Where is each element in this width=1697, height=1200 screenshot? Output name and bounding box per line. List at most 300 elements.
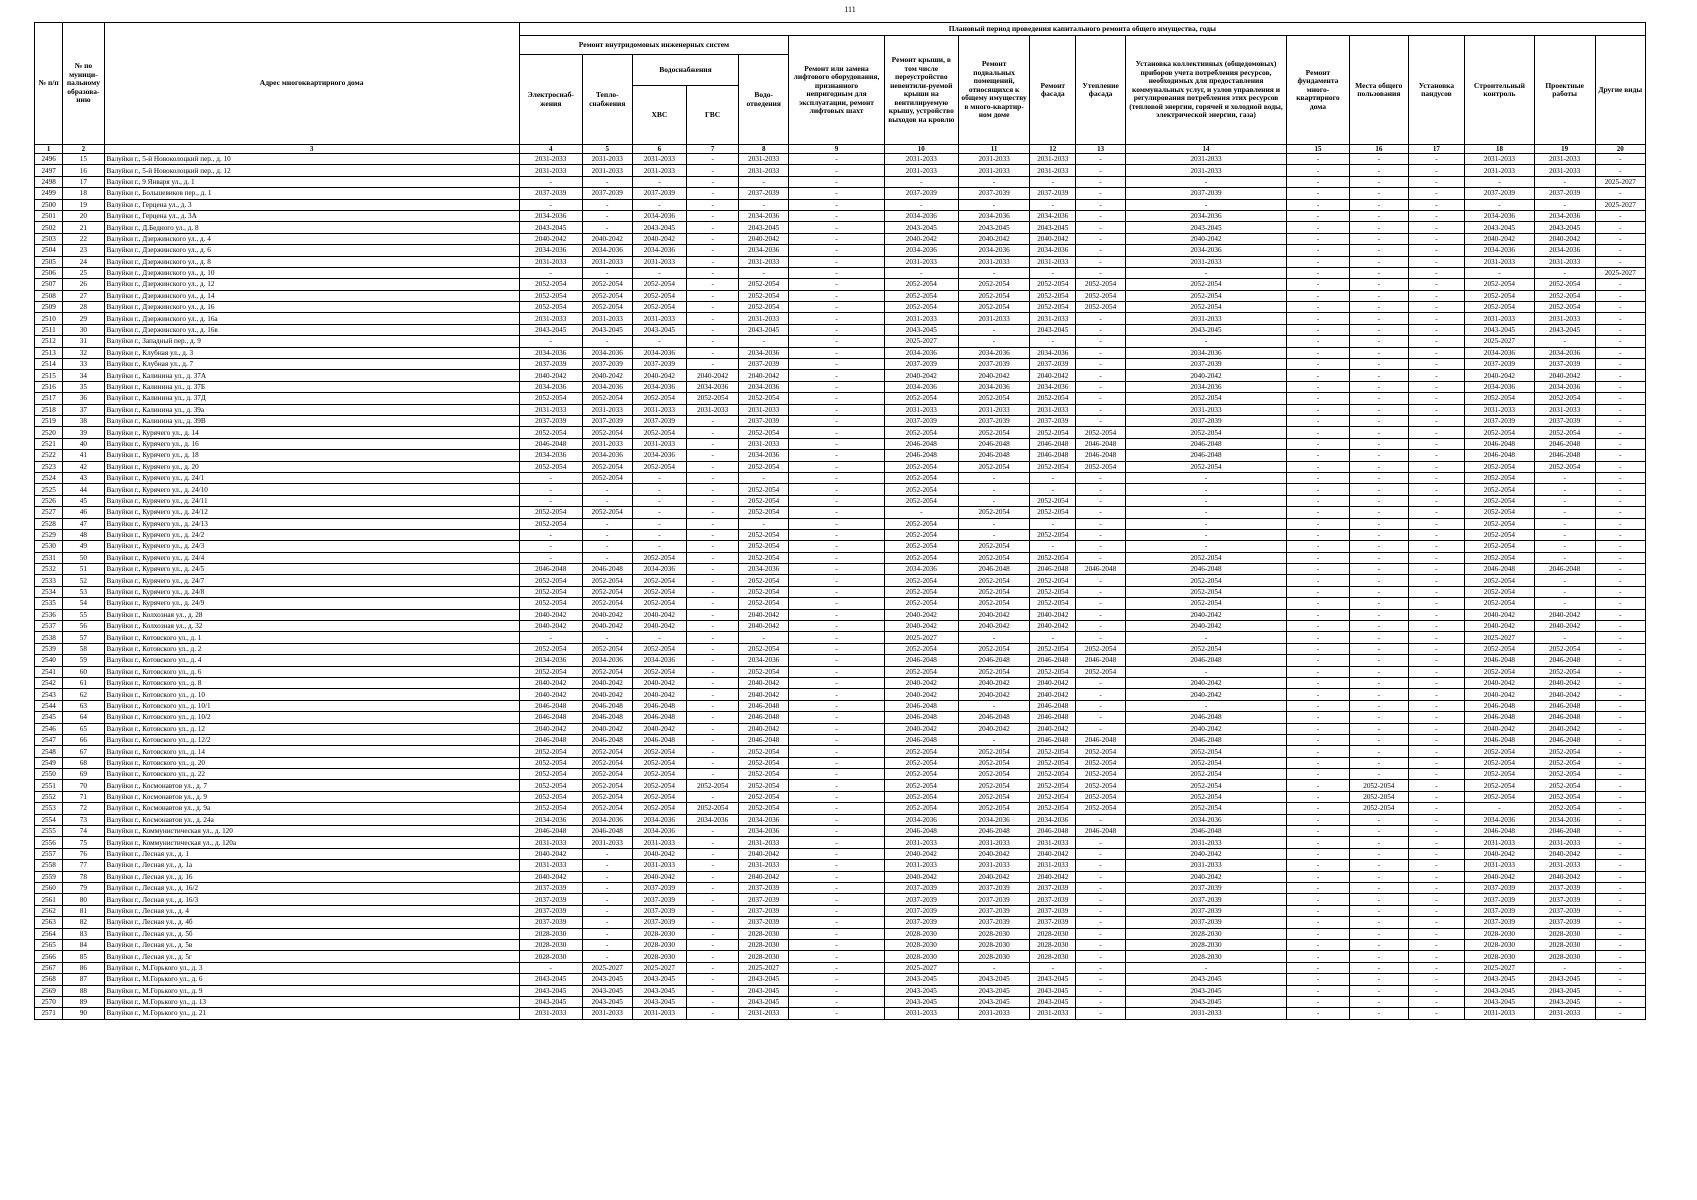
table-cell: 2040-2042 [632, 370, 686, 381]
table-row [35, 996, 1646, 1007]
table-cell: 2034-2036 [519, 381, 582, 392]
table-cell: 2052-2054 [582, 302, 632, 313]
table-cell: 2043-2045 [739, 324, 789, 335]
table-cell: - [1286, 894, 1349, 905]
table-cell: 2052-2054 [958, 666, 1030, 677]
table-cell: 2028-2030 [1465, 928, 1535, 939]
table-cell: - [1408, 188, 1465, 199]
table-cell: - [582, 883, 632, 894]
table-cell: - [1534, 495, 1595, 506]
table-cell: 2052-2054 [958, 541, 1030, 552]
table-cell: 2037-2039 [958, 894, 1030, 905]
table-cell: - [687, 472, 739, 483]
table-cell: 2520 [35, 427, 63, 438]
table-cell: 2034-2036 [1126, 245, 1287, 256]
table-row [35, 1008, 1646, 1019]
table-cell: 2040-2042 [1126, 871, 1287, 882]
table-cell: - [687, 826, 739, 837]
table-cell: 2046-2048 [519, 826, 582, 837]
column-number: 15 [1286, 145, 1349, 154]
table-cell: - [1126, 267, 1287, 278]
table-cell: - [1286, 712, 1349, 723]
table-cell: 2037-2039 [739, 359, 789, 370]
table-cell: 2031-2033 [1534, 154, 1595, 165]
table-cell: - [739, 267, 789, 278]
address-cell: Валуйки г., Курячего ул., д. 24/13 [104, 518, 519, 529]
header-electricity: Электроснаб-жения [519, 55, 582, 145]
table-cell: 2052-2054 [1534, 643, 1595, 654]
table-cell: 2040-2042 [1534, 621, 1595, 632]
table-cell: 2052-2054 [1126, 780, 1287, 791]
table-cell: 2052-2054 [739, 552, 789, 563]
table-cell: - [1408, 928, 1465, 939]
table-cell: 2040-2042 [632, 677, 686, 688]
table-cell: - [1286, 860, 1349, 871]
table-cell: 24 [63, 256, 104, 267]
table-cell: 2046-2048 [1534, 700, 1595, 711]
table-cell: 2028-2030 [884, 928, 958, 939]
table-cell: 2043-2045 [519, 324, 582, 335]
table-cell: - [1408, 939, 1465, 950]
table-cell: - [1408, 1008, 1465, 1019]
table-cell: - [789, 245, 885, 256]
table-cell: - [1286, 677, 1349, 688]
table-cell: - [1349, 290, 1408, 301]
table-cell: 2034-2036 [884, 814, 958, 825]
table-cell: - [789, 188, 885, 199]
table-cell: 2031-2033 [1030, 154, 1076, 165]
table-cell: - [789, 712, 885, 723]
table-cell: - [1595, 905, 1645, 916]
table-cell: - [789, 529, 885, 540]
table-cell: 2031-2033 [958, 860, 1030, 871]
table-cell: 2052-2054 [1076, 290, 1126, 301]
table-cell: - [789, 643, 885, 654]
table-cell: 2040-2042 [632, 621, 686, 632]
address-cell: Валуйки г., Котовского ул., д. 6 [104, 666, 519, 677]
table-cell: 2031-2033 [958, 165, 1030, 176]
table-cell: - [687, 621, 739, 632]
column-number: 17 [1408, 145, 1465, 154]
table-cell: - [687, 279, 739, 290]
table-cell: 2040-2042 [1465, 233, 1535, 244]
table-cell: 2040-2042 [1126, 370, 1287, 381]
table-cell: 2046-2048 [1534, 712, 1595, 723]
table-cell: - [1076, 381, 1126, 392]
table-cell: 70 [63, 780, 104, 791]
table-cell: 2043-2045 [739, 996, 789, 1007]
table-cell: - [1595, 461, 1645, 472]
table-cell: 2037-2039 [958, 883, 1030, 894]
table-cell: - [789, 609, 885, 620]
table-cell: - [1408, 518, 1465, 529]
table-cell: - [1408, 484, 1465, 495]
table-cell: 79 [63, 883, 104, 894]
table-cell: 2037-2039 [739, 894, 789, 905]
table-cell: - [1076, 883, 1126, 894]
table-row [35, 769, 1646, 780]
table-cell: 2550 [35, 769, 63, 780]
table-cell: - [687, 199, 739, 210]
table-cell: 2031-2033 [739, 1008, 789, 1019]
table-cell: 2052-2054 [739, 666, 789, 677]
table-cell: 2052-2054 [739, 541, 789, 552]
table-cell: - [687, 359, 739, 370]
table-cell: 2052-2054 [519, 393, 582, 404]
address-cell: Валуйки г., Курячего ул., д. 20 [104, 461, 519, 472]
table-cell: - [789, 233, 885, 244]
address-cell: Валуйки г., Калинина ул., д. 37Б [104, 381, 519, 392]
table-cell: - [1408, 951, 1465, 962]
table-cell: - [1408, 985, 1465, 996]
table-cell: 2034-2036 [687, 381, 739, 392]
table-cell: 2040-2042 [958, 233, 1030, 244]
table-cell: 2031-2033 [1126, 154, 1287, 165]
table-cell: 2538 [35, 632, 63, 643]
table-cell: - [739, 336, 789, 347]
table-cell: 2052-2054 [632, 746, 686, 757]
table-cell: 2502 [35, 222, 63, 233]
table-cell: 2034-2036 [519, 245, 582, 256]
table-cell: 2040-2042 [958, 723, 1030, 734]
table-cell: - [1286, 700, 1349, 711]
table-cell: - [1595, 313, 1645, 324]
address-cell: Валуйки г., Колхозная ул., д. 32 [104, 621, 519, 632]
table-cell: 2046-2048 [958, 712, 1030, 723]
table-cell: - [687, 529, 739, 540]
table-cell: 2529 [35, 529, 63, 540]
table-cell: - [884, 507, 958, 518]
table-cell: - [958, 472, 1030, 483]
table-cell: 2052-2054 [1534, 279, 1595, 290]
table-cell: 2046-2048 [1465, 564, 1535, 575]
table-cell: - [1349, 712, 1408, 723]
table-cell: - [739, 199, 789, 210]
table-cell: - [1595, 154, 1645, 165]
table-cell: - [789, 905, 885, 916]
table-cell: - [632, 518, 686, 529]
table-cell: 2040-2042 [958, 871, 1030, 882]
table-cell: 61 [63, 677, 104, 688]
table-cell: 36 [63, 393, 104, 404]
table-cell: - [687, 769, 739, 780]
table-cell: - [789, 415, 885, 426]
table-cell: 2052-2054 [582, 780, 632, 791]
table-cell: 45 [63, 495, 104, 506]
table-cell: - [789, 347, 885, 358]
table-cell: - [1349, 848, 1408, 859]
table-cell: 2031-2033 [1126, 313, 1287, 324]
table-cell: 2052-2054 [519, 769, 582, 780]
table-cell: - [1408, 415, 1465, 426]
address-cell: Валуйки г., Курячего ул., д. 18 [104, 450, 519, 461]
address-cell: Валуйки г., Коммунистическая ул., д. 120а [104, 837, 519, 848]
table-cell: - [1286, 188, 1349, 199]
table-cell: 2052-2054 [739, 780, 789, 791]
table-cell: 2034-2036 [1126, 814, 1287, 825]
table-cell: 2037-2039 [582, 359, 632, 370]
address-cell: Валуйки г., Дзержинского ул., д. 16в [104, 324, 519, 335]
table-cell: - [789, 176, 885, 187]
table-cell: 2052-2054 [687, 780, 739, 791]
table-cell: 2554 [35, 814, 63, 825]
table-cell: 2037-2039 [1030, 188, 1076, 199]
table-cell: 84 [63, 939, 104, 950]
table-cell: - [1408, 962, 1465, 973]
table-cell: 2031-2033 [1534, 256, 1595, 267]
table-cell: - [1286, 347, 1349, 358]
table-cell: 2052-2054 [1534, 393, 1595, 404]
header-hvs: ХВС [632, 86, 686, 145]
table-cell: 2031-2033 [1030, 256, 1076, 267]
table-cell: 2052-2054 [582, 427, 632, 438]
address-cell: Валуйки г., Котовского ул., д. 20 [104, 757, 519, 768]
table-row [35, 404, 1646, 415]
table-cell: - [789, 586, 885, 597]
table-cell: 2034-2036 [739, 210, 789, 221]
table-cell: 2040-2042 [884, 370, 958, 381]
table-cell: - [1534, 552, 1595, 563]
table-cell: - [1030, 484, 1076, 495]
table-cell: 2052-2054 [884, 575, 958, 586]
table-cell: - [582, 222, 632, 233]
table-cell: 2052-2054 [1126, 393, 1287, 404]
table-cell: - [1595, 165, 1645, 176]
table-cell: - [1408, 336, 1465, 347]
table-cell: - [1595, 518, 1645, 529]
table-cell: 2046-2048 [1126, 734, 1287, 745]
table-cell: 2046-2048 [1030, 700, 1076, 711]
table-cell: 2034-2036 [739, 564, 789, 575]
table-cell: - [1595, 780, 1645, 791]
table-cell: - [1349, 324, 1408, 335]
table-cell: 2034-2036 [1465, 210, 1535, 221]
table-cell: 2046-2048 [884, 655, 958, 666]
table-cell: - [1595, 609, 1645, 620]
table-cell: - [687, 233, 739, 244]
table-cell: - [1349, 427, 1408, 438]
table-cell: 2031-2033 [884, 404, 958, 415]
table-cell: - [1286, 336, 1349, 347]
table-cell: 2052-2054 [519, 666, 582, 677]
table-cell: - [1408, 438, 1465, 449]
table-cell: 2031-2033 [632, 404, 686, 415]
address-cell: Валуйки г., Калинина ул., д. 37Д [104, 393, 519, 404]
table-cell: 2034-2036 [739, 347, 789, 358]
table-cell: 2052-2054 [519, 279, 582, 290]
table-cell: 72 [63, 803, 104, 814]
table-cell: - [1286, 746, 1349, 757]
table-cell: 2052-2054 [582, 769, 632, 780]
table-cell: 2052-2054 [1030, 769, 1076, 780]
table-cell: 2052-2054 [1349, 803, 1408, 814]
table-cell: 2052-2054 [1126, 757, 1287, 768]
table-cell: 2031-2033 [632, 438, 686, 449]
table-cell: - [1595, 996, 1645, 1007]
table-cell: 2052-2054 [1076, 302, 1126, 313]
table-cell: - [1408, 233, 1465, 244]
table-cell: - [1286, 689, 1349, 700]
table-cell: 2031-2033 [884, 165, 958, 176]
table-cell: 2046-2048 [958, 826, 1030, 837]
address-cell: Валуйки г., Котовского ул., д. 1 [104, 632, 519, 643]
table-cell: 2031-2033 [687, 404, 739, 415]
table-cell: 2052-2054 [632, 575, 686, 586]
table-cell: - [1030, 267, 1076, 278]
table-row [35, 939, 1646, 950]
table-cell: - [1076, 598, 1126, 609]
table-cell: 2031-2033 [582, 404, 632, 415]
table-cell: 2052-2054 [958, 427, 1030, 438]
table-cell: - [1349, 962, 1408, 973]
table-cell: 2037-2039 [884, 188, 958, 199]
table-cell: 2028-2030 [739, 939, 789, 950]
table-cell: 2037-2039 [632, 188, 686, 199]
table-cell: - [1126, 700, 1287, 711]
address-cell: Валуйки г., Котовского ул., д. 10/1 [104, 700, 519, 711]
table-cell: - [1349, 643, 1408, 654]
table-cell: 2031-2033 [582, 165, 632, 176]
table-cell: - [1349, 256, 1408, 267]
table-cell: 2037-2039 [1030, 905, 1076, 916]
table-cell: 2046-2048 [582, 826, 632, 837]
table-cell: 2503 [35, 233, 63, 244]
table-cell: - [519, 529, 582, 540]
table-cell: 2526 [35, 495, 63, 506]
table-cell: 2034-2036 [632, 347, 686, 358]
table-cell: 2052-2054 [884, 427, 958, 438]
table-cell: 31 [63, 336, 104, 347]
table-cell: 2031-2033 [1126, 860, 1287, 871]
table-cell: 2034-2036 [958, 347, 1030, 358]
table-row [35, 438, 1646, 449]
table-cell: 2052-2054 [632, 643, 686, 654]
table-cell: 2040-2042 [687, 370, 739, 381]
table-cell: 2037-2039 [958, 359, 1030, 370]
table-cell: - [1349, 837, 1408, 848]
table-cell: 2034-2036 [582, 245, 632, 256]
table-cell: - [1076, 256, 1126, 267]
table-cell: 2031-2033 [1534, 860, 1595, 871]
table-cell: 2040-2042 [1465, 609, 1535, 620]
table-cell: - [519, 267, 582, 278]
table-cell: - [1076, 894, 1126, 905]
table-cell: - [1534, 176, 1595, 187]
table-cell: 55 [63, 609, 104, 620]
table-cell: - [1286, 245, 1349, 256]
table-cell: - [1465, 199, 1535, 210]
table-cell: 2046-2048 [1534, 450, 1595, 461]
table-cell: 2513 [35, 347, 63, 358]
address-cell: Валуйки г., Дзержинского ул., д. 16 [104, 302, 519, 313]
table-cell: 2052-2054 [1534, 803, 1595, 814]
table-cell: - [1076, 689, 1126, 700]
header-meters: Установка коллективных (общедомовых) приборов учета потребления ресурсов, необходимых для предоставления коммунальных услуг, и узлов управления и регулирования потребления этих ресурсов (тепловой энергии, горячей и холодной воды, электрической энергии, газа) [1126, 36, 1287, 145]
address-cell: Валуйки г., Космонавтов ул., д. 9а [104, 803, 519, 814]
header-basement: Ремонт подвальных помещений, относящихся к общему имуществу в много-квартир-ном доме [958, 36, 1030, 145]
table-cell: 2052-2054 [632, 427, 686, 438]
table-cell: 2052-2054 [1030, 803, 1076, 814]
table-cell: 2046-2048 [632, 734, 686, 745]
table-cell: 2052-2054 [1076, 666, 1126, 677]
table-cell: 2031-2033 [958, 837, 1030, 848]
table-row [35, 256, 1646, 267]
table-row [35, 495, 1646, 506]
table-cell: - [1286, 780, 1349, 791]
table-cell: 2040-2042 [884, 621, 958, 632]
table-cell: 2046-2048 [1534, 734, 1595, 745]
table-cell: 2037-2039 [1534, 359, 1595, 370]
table-cell: 32 [63, 347, 104, 358]
table-cell: 2037-2039 [884, 359, 958, 370]
table-cell: 2034-2036 [519, 655, 582, 666]
table-cell: - [1595, 746, 1645, 757]
table-cell: 2052-2054 [739, 575, 789, 586]
table-cell: 2052-2054 [739, 279, 789, 290]
table-cell: 2052-2054 [519, 427, 582, 438]
table-cell: 2040-2042 [632, 848, 686, 859]
table-cell: 2043-2045 [884, 985, 958, 996]
table-cell: - [1408, 757, 1465, 768]
table-cell: 2037-2039 [632, 883, 686, 894]
table-cell: 2037-2039 [1465, 905, 1535, 916]
table-cell: 42 [63, 461, 104, 472]
address-cell: Валуйки г., Курячего ул., д. 24/9 [104, 598, 519, 609]
header-insulation: Утепление фасада [1076, 36, 1126, 145]
table-cell: 2052-2054 [632, 552, 686, 563]
table-cell: 2052-2054 [519, 780, 582, 791]
table-cell: - [789, 507, 885, 518]
table-cell: 2052-2054 [1030, 791, 1076, 802]
table-cell: 2052-2054 [582, 279, 632, 290]
table-cell: - [632, 529, 686, 540]
table-cell: - [1595, 985, 1645, 996]
table-cell: - [687, 188, 739, 199]
table-cell: 2028-2030 [1534, 928, 1595, 939]
table-cell: 2496 [35, 154, 63, 165]
table-cell: 2028-2030 [1126, 928, 1287, 939]
table-cell: 2052-2054 [1126, 279, 1287, 290]
table-cell: 2052-2054 [1465, 769, 1535, 780]
table-cell: - [1286, 438, 1349, 449]
table-cell: 2037-2039 [1126, 917, 1287, 928]
table-cell: - [687, 883, 739, 894]
table-cell: 2052-2054 [1030, 552, 1076, 563]
table-cell: 2507 [35, 279, 63, 290]
table-cell: 2052-2054 [884, 780, 958, 791]
table-cell: 2031-2033 [1126, 837, 1287, 848]
table-cell: 2501 [35, 210, 63, 221]
table-cell: - [1076, 370, 1126, 381]
table-cell: 2046-2048 [1030, 734, 1076, 745]
table-cell: 2046-2048 [1076, 734, 1126, 745]
table-cell: - [1408, 450, 1465, 461]
table-cell: 2028-2030 [1126, 939, 1287, 950]
address-cell: Валуйки г., М.Горького ул., д. 21 [104, 1008, 519, 1019]
table-cell: 2052-2054 [1534, 666, 1595, 677]
table-cell: - [1286, 427, 1349, 438]
table-cell: 2052-2054 [884, 803, 958, 814]
table-cell: 2034-2036 [632, 210, 686, 221]
header-sewer: Водо-отведения [739, 55, 789, 145]
table-cell: 58 [63, 643, 104, 654]
table-cell: - [1349, 996, 1408, 1007]
table-cell: 2031-2033 [739, 438, 789, 449]
table-cell: 2052-2054 [582, 507, 632, 518]
table-cell: 2034-2036 [958, 245, 1030, 256]
table-cell: 2046-2048 [1465, 700, 1535, 711]
header-ramps: Установка пандусов [1408, 36, 1465, 145]
